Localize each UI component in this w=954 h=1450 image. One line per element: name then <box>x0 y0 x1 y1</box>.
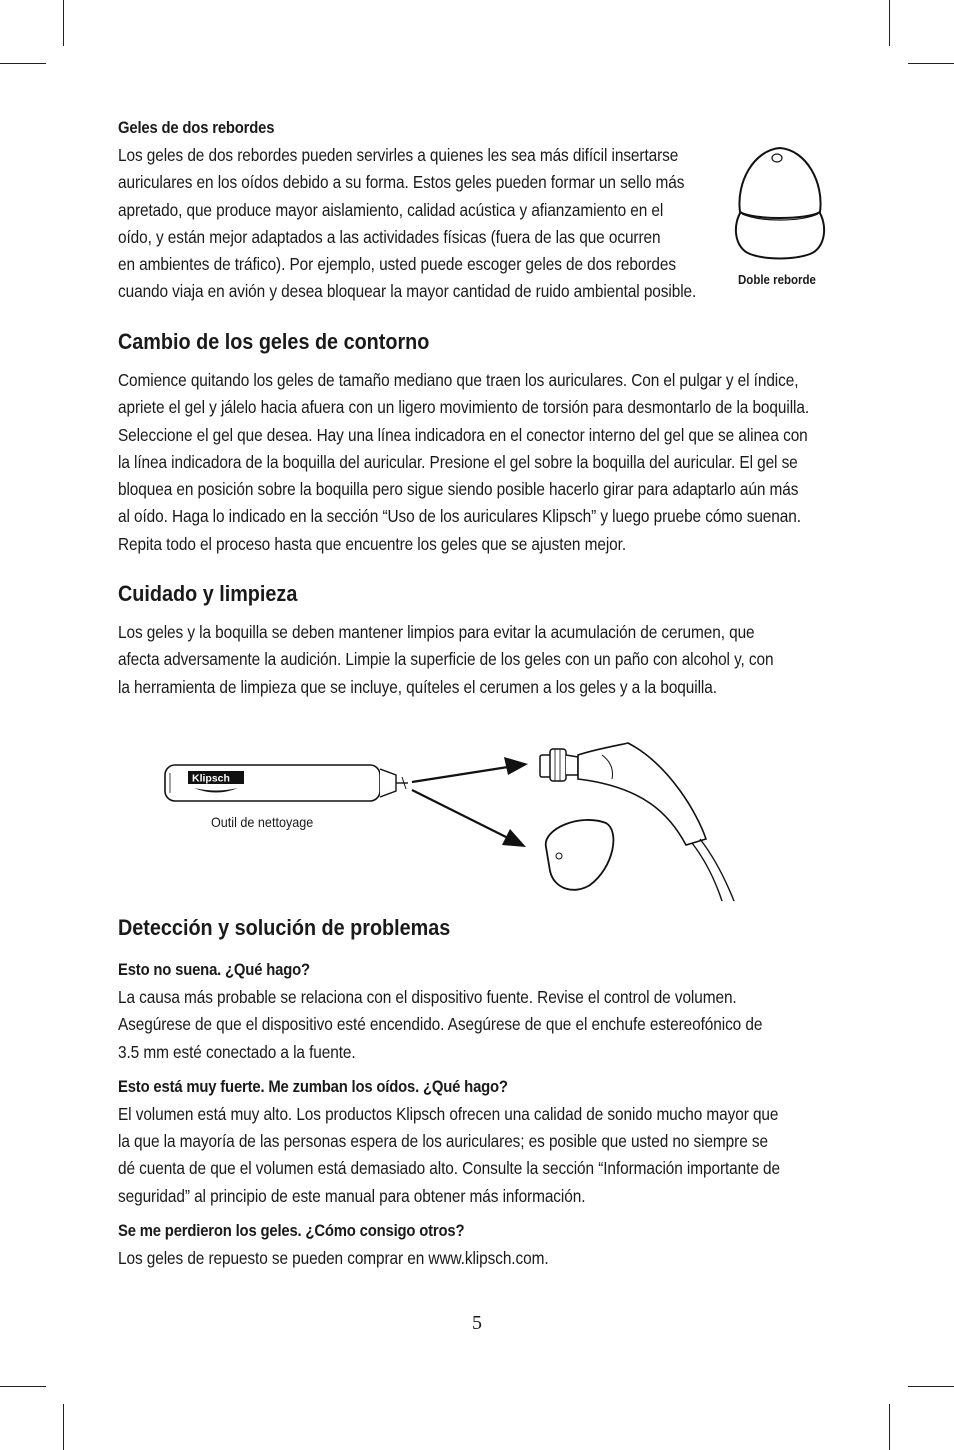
trouble-answer: Los geles de repuesto se pueden comprar en www.klipsch.com. <box>118 1248 549 1269</box>
double-flange-text: Los geles de dos rebordes pueden servirles a quienes les sea más difícil insertarse auriculares en los oídos debido a su forma. Estos geles pueden formar un sello más apretado, que produce mayor aislamiento, calidad acústica y afianzamiento en el oído, y están mejor adaptados a las actividades físicas (fuera de las que ocurren en ambientes de tráfico). Por ejemplo, usted puede escoger geles de dos rebordes cuando viaja en avión y desea bloquear la mayor cantidad de ruido ambiental posible. <box>118 145 697 302</box>
trouble-answer: El volumen está muy alto. Los productos Klipsch ofrecen una calidad de sonido mucho mayor que la que la mayoría de las personas espera de los auriculares; es posible que usted no siempre se dé cuenta de que el volumen está demasiado alto. Consulte la sección “Información importante de seguridad” al principio de este manual para obtener más información. <box>118 1103 780 1206</box>
care-section <box>118 579 863 701</box>
double-flange-heading: Geles de dos rebordes <box>118 119 275 137</box>
crop-mark <box>0 63 46 64</box>
trouble-question: Se me perdieron los geles. ¿Cómo consigo otros? <box>118 1222 465 1241</box>
crop-mark <box>908 1386 954 1387</box>
double-flange-caption: Doble reborde <box>738 273 816 287</box>
crop-mark <box>63 0 64 46</box>
trouble-question: Esto no suena. ¿Qué hago? <box>118 961 310 979</box>
change-gels-text: Comience quitando los geles de tamaño mediano que traen los auriculares. Con el pulgar y el índice, apriete el gel y jálelo hacia afuera con un ligero movimiento de torsión para desmontarlo de la boquilla. Seleccione el gel que desea. Hay una línea indicadora en el conector interno del gel que se alinea con la línea indicadora de la boquilla del auricular. Presione el gel sobre la boquilla del auricular. El gel se bloquea en posición sobre la boquilla pero sigue siendo posible hacerlo girar para adaptarlo aún más al oído. Haga lo indicado en la sección “Uso de los auriculares Klipsch” y luego pruebe cómo suenan. Repita todo el proceso hasta que encuentre los geles que se ajusten mejor. <box>118 370 810 554</box>
crop-mark <box>0 1386 46 1387</box>
crop-mark <box>63 1404 64 1450</box>
trouble-item <box>118 1074 870 1210</box>
troubleshooting-heading: Detección y solución de problemas <box>118 915 451 940</box>
double-flange-section <box>118 115 775 306</box>
crop-mark <box>889 0 890 46</box>
crop-mark <box>889 1404 890 1450</box>
change-gels-heading: Cambio de los geles de contorno <box>118 329 430 354</box>
page-number: 5 <box>472 1312 482 1334</box>
cleaning-tool-label: Outil de nettoyage <box>211 814 314 830</box>
klipsch-logo: Klipsch <box>192 772 230 785</box>
care-heading: Cuidado y limpieza <box>118 581 298 606</box>
double-flange-gel-illustration <box>730 142 830 262</box>
troubleshooting-section <box>118 913 870 1272</box>
trouble-answer: La causa más probable se relaciona con el dispositivo fuente. Revise el control de volumen. Asegúrese de que el dispositivo esté encendido. Asegúrese de que el enchufe estereofónico de 3.5 mm esté conectado a la fuente. <box>118 987 763 1062</box>
crop-mark <box>908 63 954 64</box>
trouble-item <box>118 957 870 1066</box>
care-text: Los geles y la boquilla se deben mantener limpios para evitar la acumulación de cerumen, que afecta adversamente la audición. Limpie la superficie de los geles con un paño con alcohol y, con la herramienta de limpieza que se incluye, quíteles el cerumen a los geles y a la boquilla. <box>118 622 774 697</box>
trouble-item <box>118 1218 870 1272</box>
trouble-question: Esto está muy fuerte. Me zumban los oídos. ¿Qué hago? <box>118 1077 508 1096</box>
change-gels-section <box>118 327 903 558</box>
